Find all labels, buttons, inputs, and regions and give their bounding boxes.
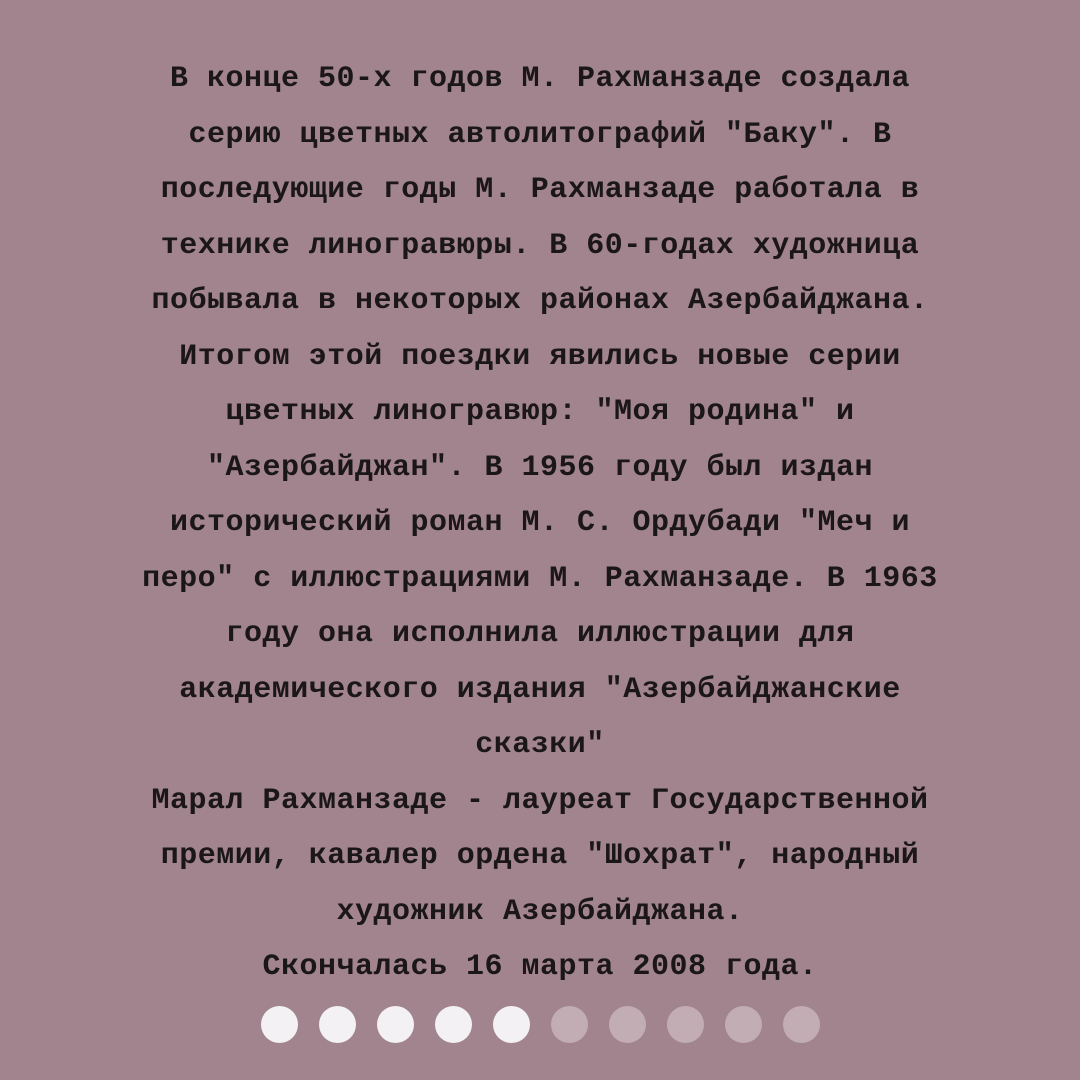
text-line-12: академического издания "Азербайджанские	[179, 672, 901, 707]
text-line-15: премии, кавалер ордена "Шохрат", народный	[160, 839, 920, 873]
text-line-4: технике линогравюры. В 60-годах художница	[160, 228, 920, 263]
text-line-1: В конце 50-х годов М. Рахманзаде создала	[169, 62, 911, 96]
biography-text	[20, 52, 1060, 996]
pagination-dot-9[interactable]	[725, 1006, 762, 1043]
pagination-dot-3[interactable]	[377, 1006, 414, 1043]
text-line-14: Марал Рахманзаде - лауреат Государственной	[151, 783, 929, 818]
text-line-7: цветных линогравюр: "Моя родина" и	[225, 395, 855, 429]
text-line-9: исторический роман М. С. Ордубади "Меч и	[169, 506, 911, 540]
text-line-2: серию цветных автолитографий "Баку". В	[188, 117, 892, 152]
text-line-3: последующие годы М. Рахманзаде работала в	[160, 173, 920, 207]
pagination-dot-2[interactable]	[319, 1006, 356, 1043]
pagination-dot-5[interactable]	[493, 1006, 530, 1043]
text-line-17: Скончалась 16 марта 2008 года.	[262, 950, 818, 984]
text-line-13: сказки"	[475, 728, 605, 762]
text-line-16: художник Азербайджана.	[336, 894, 744, 929]
pagination-dot-4[interactable]	[435, 1006, 472, 1043]
pagination-dot-10[interactable]	[783, 1006, 820, 1043]
text-line-11: году она исполнила иллюстрации для	[225, 617, 855, 651]
text-line-5: побывала в некоторых районах Азербайджана.	[151, 284, 929, 318]
pagination-dot-1[interactable]	[261, 1006, 298, 1043]
pagination-dot-6[interactable]	[551, 1006, 588, 1043]
text-line-8: "Азербайджан". В 1956 году был издан	[206, 450, 874, 485]
pagination-dot-8[interactable]	[667, 1006, 704, 1043]
text-line-6: Итогом этой поездки явились новые серии	[179, 339, 901, 374]
carousel-pagination	[0, 1005, 1080, 1043]
pagination-dot-7[interactable]	[609, 1006, 646, 1043]
text-line-10: перо" с иллюстрациями М. Рахманзаде. В 1963	[142, 561, 938, 596]
